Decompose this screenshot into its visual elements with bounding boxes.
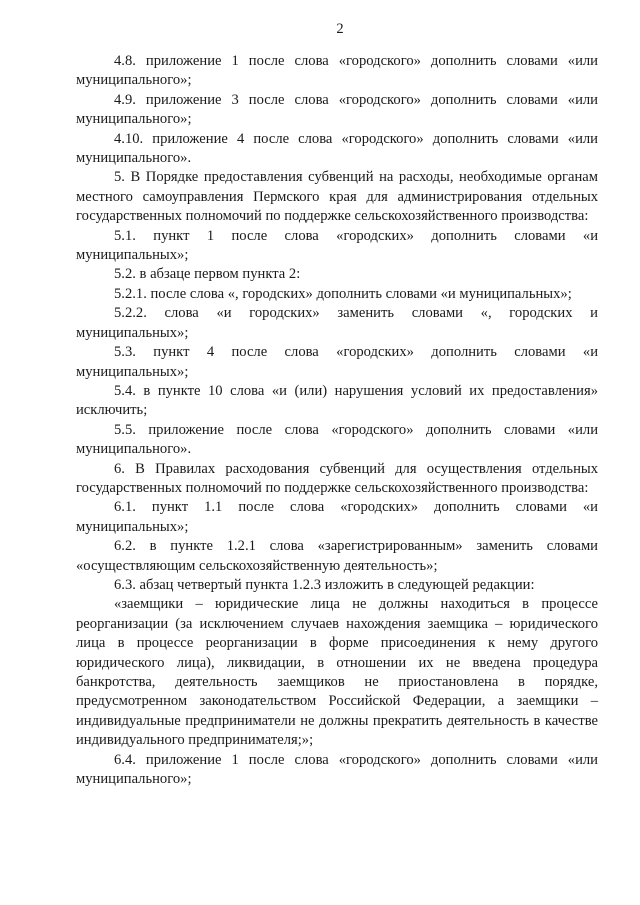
paragraph-5-2-1: 5.2.1. после слова «, городских» дополнить словами «и муниципальных»; xyxy=(114,285,572,302)
paragraph-6: 6. В Правилах расходования субвенций для осуществления отдельных государственных полномочий по поддержке сельскохозяйственного производства: xyxy=(76,460,598,496)
paragraph-5-4: 5.4. в пункте 10 слова «и (или) нарушения условий их предоставления» исключить; xyxy=(76,382,598,419)
paragraph-5-3: 5.3. пункт 4 после слова «городских» дополнить словами «и муниципальных»; xyxy=(76,344,598,380)
paragraph-4-8: 4.8. приложение 1 после слова «городского» дополнить словами «или муниципального»; xyxy=(76,53,598,89)
paragraph-4-10: 4.10. приложение 4 после слова «городского» дополнить словами «или муниципального». xyxy=(76,130,598,167)
paragraph-4-9: 4.9. приложение 3 после слова «городского» дополнить словами «или муниципального»; xyxy=(76,91,598,128)
page-number: 2 xyxy=(336,21,344,37)
paragraph-6-4: 6.4. приложение 1 после слова «городского» дополнить словами «или муниципального»; xyxy=(76,751,598,788)
paragraph-6-1: 6.1. пункт 1.1 после слова «городских» дополнить словами «и муниципальных»; xyxy=(76,499,598,535)
paragraph-5-1: 5.1. пункт 1 после слова «городских» дополнить словами «и муниципальных»; xyxy=(76,227,598,264)
paragraph-5-2: 5.2. в абзаце первом пункта 2: xyxy=(114,266,301,283)
paragraph-5-5: 5.5. приложение после слова «городского» дополнить словами «или муниципального». xyxy=(76,421,598,458)
paragraph-6-3: 6.3. абзац четвертый пункта 1.2.3 изложить в следующей редакции: xyxy=(114,576,535,593)
quoted-paragraph: «заемщики – юридические лица не должны находиться в процессе реорганизации (за исключением случаев нахождения заемщика – юридического лица в процессе реорганизации в форме присоединения к нему другого юридического лица), ликвидации, в отношении их не введена процедура банкротства, деятельность заемщиков не приостановлена в порядке, предусмотренном законодательством Российской Федерации, а заемщики – индивидуальные предприниматели не должны прекратить деятельность в качестве индивидуального предпринимателя;»; xyxy=(76,596,598,749)
paragraph-6-2: 6.2. в пункте 1.2.1 слова «зарегистрированным» заменить словами «осуществляющим сельскохозяйственную деятельность»; xyxy=(76,538,598,574)
paragraph-5-2-2: 5.2.2. слова «и городских» заменить словами «, городских и муниципальных»; xyxy=(76,305,598,341)
paragraph-5: 5. В Порядке предоставления субвенций на расходы, необходимые органам местного самоуправления Пермского края для администрирования отдельных государственных полномочий по поддержке сельскохозяйственного производства: xyxy=(76,169,598,225)
